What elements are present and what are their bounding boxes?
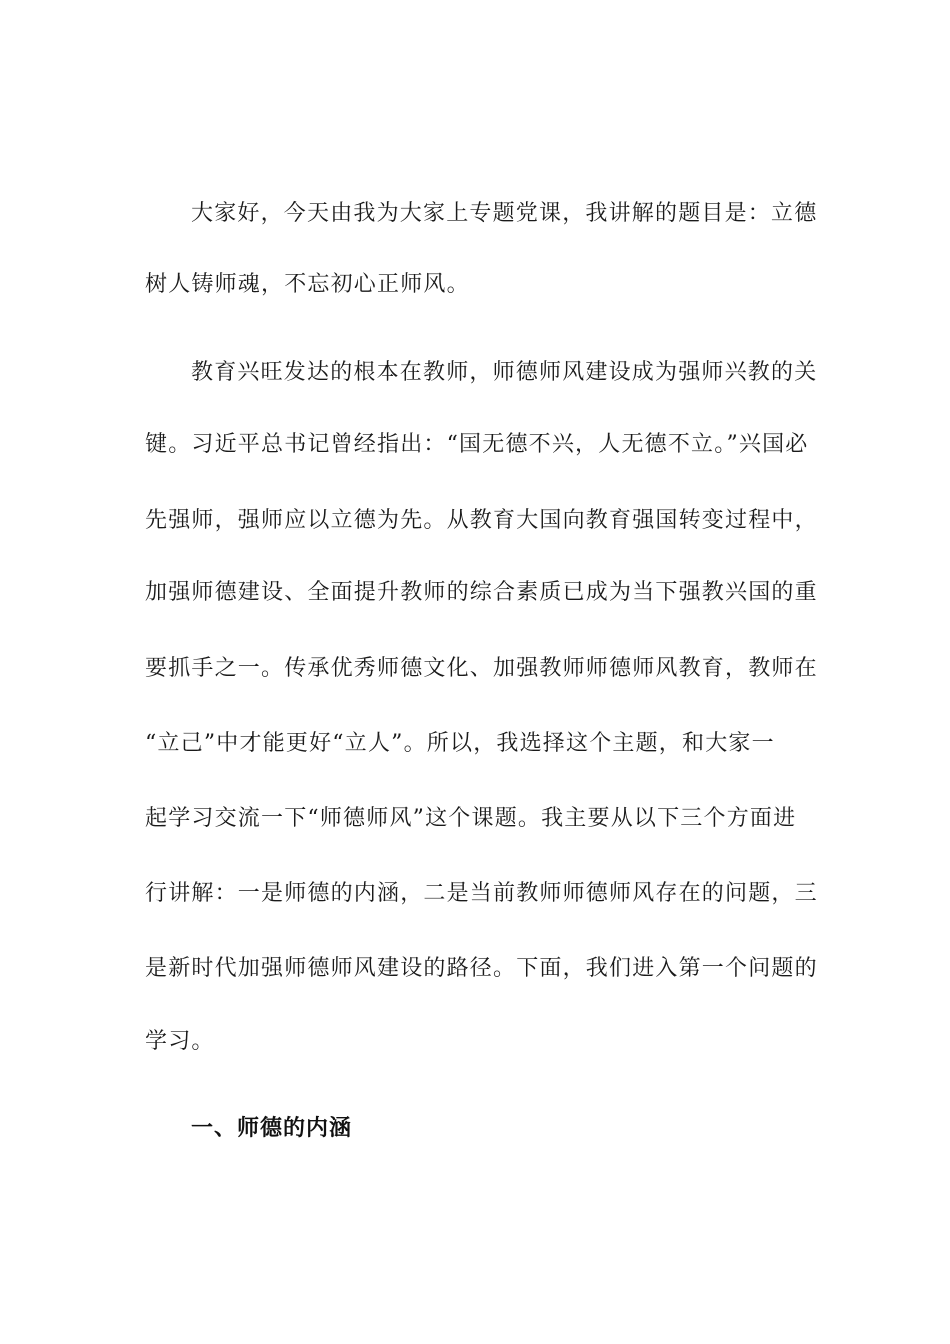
paragraph-1-line-1: 大家好，今天由我为大家上专题党课，我讲解的题目是：立德	[191, 201, 818, 226]
paragraph-2-line-7: 起学习交流一下“师德师风”这个课题。我主要从以下三个方面进	[145, 806, 797, 831]
paragraph-2-line-3: 先强师，强师应以立德为先。从教育大国向教育强国转变过程中，	[145, 508, 818, 533]
paragraph-1-line-2: 树人铸师魂，不忘初心正师风。	[145, 272, 470, 297]
paragraph-2-line-9: 是新时代加强师德师风建设的路径。下面，我们进入第一个问题的	[145, 956, 818, 981]
paragraph-2-line-4: 加强师德建设、全面提升教师的综合素质已成为当下强教兴国的重	[145, 580, 818, 605]
paragraph-2-line-6: “立己”中才能更好“立人”。所以，我选择这个主题，和大家一	[145, 731, 775, 756]
paragraph-2-line-1: 教育兴旺发达的根本在教师，师德师风建设成为强师兴教的关	[191, 360, 818, 385]
paragraph-2-line-5: 要抓手之一。传承优秀师德文化、加强教师师德师风教育，教师在	[145, 656, 818, 681]
paragraph-2-line-2: 键。习近平总书记曾经指出：“国无德不兴，人无德不立。”兴国必	[145, 432, 809, 457]
section-heading: 一、师德的内涵	[191, 1116, 353, 1141]
paragraph-2-line-10: 学习。	[145, 1029, 215, 1054]
paragraph-2-line-8: 行讲解：一是师德的内涵，二是当前教师师德师风存在的问题，三	[145, 881, 818, 906]
